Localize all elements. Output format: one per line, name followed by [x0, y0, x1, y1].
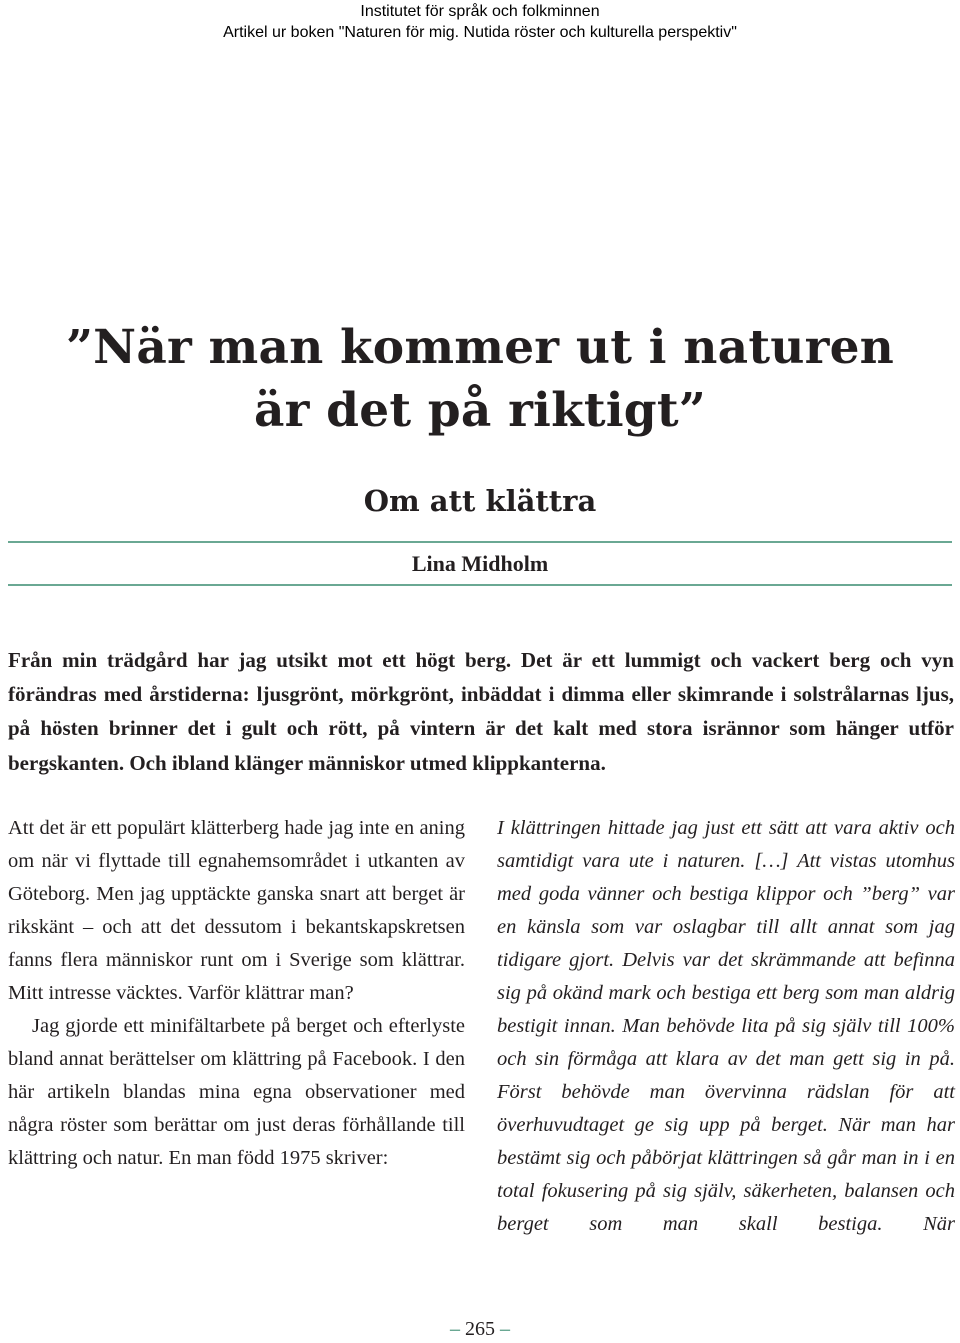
page-number-dash-left: – [450, 1318, 460, 1340]
body-paragraph-1: Att det är ett populärt klätterberg hade jag inte en aning om när vi flyttade till egnahemsområdet i utkanten av Göteborg. Men jag upptäckte ganska snart att berget är rikskänt – och att det dessutom i bekantskapskretsen fanns flera människor runt om i Sverige som klättrar. Mitt intresse väcktes. Varför klättrar man? [8, 817, 465, 1004]
body-column-left [8, 812, 465, 1175]
divider-bottom [8, 584, 952, 586]
article-author: Lina Midholm [411, 551, 549, 576]
header-book-reference: Artikel ur boken "Naturen för mig. Nutida röster och kulturella perspektiv" [223, 24, 737, 41]
article-subtitle: Om att klättra [363, 484, 597, 518]
body-column-right [497, 812, 955, 1241]
header-institute: Institutet för språk och folkminnen [360, 3, 600, 20]
page-number-value: 265 [465, 1318, 495, 1340]
page-number-dash-right: – [500, 1318, 510, 1340]
article-title-line-2: är det på riktigt” [253, 383, 707, 438]
body-paragraph-2: Jag gjorde ett minifältarbete på berget och efterlyste bland annat berättelser om klättring på Facebook. I den här artikeln blandas mina egna observationer med några röster som berättar om just deras förhållande till klättring och natur. En man född 1975 skriver: [8, 1015, 465, 1169]
quote-paragraph: I klättringen hittade jag just ett sätt att vara aktiv och samtidigt vara ute i naturen. […] Att vistas utomhus med goda vänner och bestiga klippor och ”berg” var en känsla som var oslagbar till allt annat som jag tidigare gjort. Delvis var det skrämmande att befinna sig på okänd mark och bestiga ett berg som man aldrig bestigit innan. Man behövde lita på sig själv till 100% och sin förmåga att klara av det man gett sig in på. Först behövde man övervinna rädslan för att överhuvudtaget ge sig upp på berget. När man har bestämt sig och påbörjat klättringen så går man in i en total fokusering på sig själv, säkerheten, balansen och berget som man skall bestiga. När [497, 817, 955, 1235]
page-number [0, 1317, 960, 1341]
page-header [0, 0, 960, 43]
article-title-line-1: ”När man kommer ut i naturen [65, 320, 895, 375]
article-ingress: Från min trädgård har jag utsikt mot ett högt berg. Det är ett lummigt och vackert berg och vyn förändras med årstiderna: ljusgrönt, mörkgrönt, inbäddat i dimma eller skimrande i solstrålarnas ljus, på hösten brinner det i gult och rött, på vintern är det kalt med stora isrännor som hänger utför bergskanten. Och ibland klänger människor utmed klippkanterna. [8, 648, 954, 775]
divider-top [8, 541, 952, 543]
